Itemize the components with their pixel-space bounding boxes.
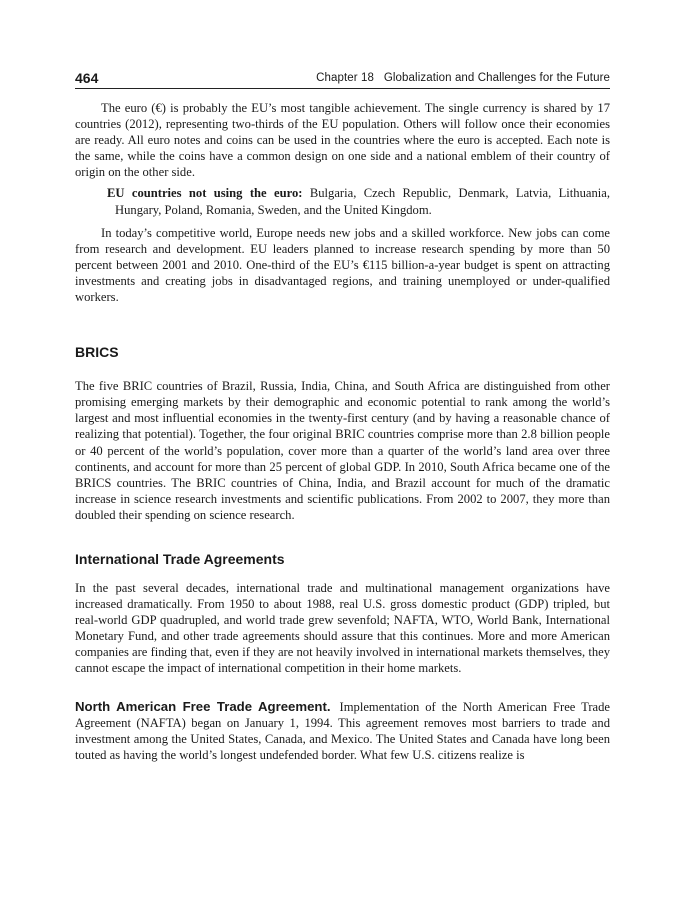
euro-paragraph: The euro (€) is probably the EU’s most tangible achievement. The single currency is shared by 17 countries (2012), representing two-thirds of the EU population. Others will follow once their economies are ready. All euro notes and coins can be used in the countries where the euro is accepted. Each note is the same, while the coins have a common design on one side and a national emblem of their country of origin on the other side. (75, 101, 610, 180)
chapter-title: Chapter 18 Globalization and Challenges for the Future (316, 72, 610, 84)
nafta-heading: North American Free Trade Agreement. (75, 698, 331, 714)
trade-agreements-heading: International Trade Agreements (75, 550, 285, 567)
brics-heading: BRICS (75, 344, 119, 361)
nafta-text: Implementation of the North American Free Trade Agreement (NAFTA) began on January 1, 1994. This agreement removes most barriers to trade and investment among the United States, Canada, and Mexico. The United States and Canada have long been touted as having the world’s longest undefended border. What few U.S. citizens realize is (75, 699, 610, 762)
book-page (75, 68, 610, 763)
nafta-paragraph (75, 699, 610, 763)
trade-agreements-paragraph: In the past several decades, international trade and multinational management organizations have increased dramatically. From 1950 to about 1988, real U.S. gross domestic product (GDP) tripled, but real-world GDP quadrupled, and world trade grew sevenfold; NAFTA, WTO, World Bank, International Monetary Fund, and other trade agreements should assure that this continues. More and more American companies are finding that, even if they are not heavily involved in international markets themselves, they cannot escape the impact of international competition in their home markets. (75, 580, 610, 676)
euro-note (75, 185, 610, 217)
brics-paragraph: The five BRIC countries of Brazil, Russia, India, China, and South Africa are distinguished from other promising emerging markets by their demographic and economic potential to rank among the world’s largest and most influential economies in the twenty-first century (and by having a reasonable chance of realizing that potential). Together, the four original BRIC countries comprise more than 2.8 billion people or 40 percent of the world’s population, cover more than a quarter of the world’s land area over three continents, and account for more than 25 percent of global GDP. In 2010, South Africa became one of the BRICS countries. The BRIC countries of China, India, and Brazil account for much of the dramatic increase in science research investments and scientific publications. From 2002 to 2007, they more than doubled their spending on science research. (75, 379, 610, 522)
header-rule (75, 88, 610, 89)
running-head (75, 68, 610, 88)
page-number: 464 (75, 70, 99, 86)
eu-jobs-paragraph: In today’s competitive world, Europe needs new jobs and a skilled workforce. New jobs can come from research and development. EU leaders planned to increase research spending by more than 50 percent between 2001 and 2010. One-third of the EU’s €115 billion-a-year budget is spent on attracting investments and creating jobs in disadvantaged regions, and training unemployed or under-qualified workers. (75, 225, 610, 305)
euro-note-label: EU countries not using the euro: (107, 186, 303, 201)
euro-note-text: Bulgaria, Czech Republic, Denmark, Latvia, Lithuania, Hungary, Poland, Romania, Sweden, and the United Kingdom. (115, 186, 610, 217)
